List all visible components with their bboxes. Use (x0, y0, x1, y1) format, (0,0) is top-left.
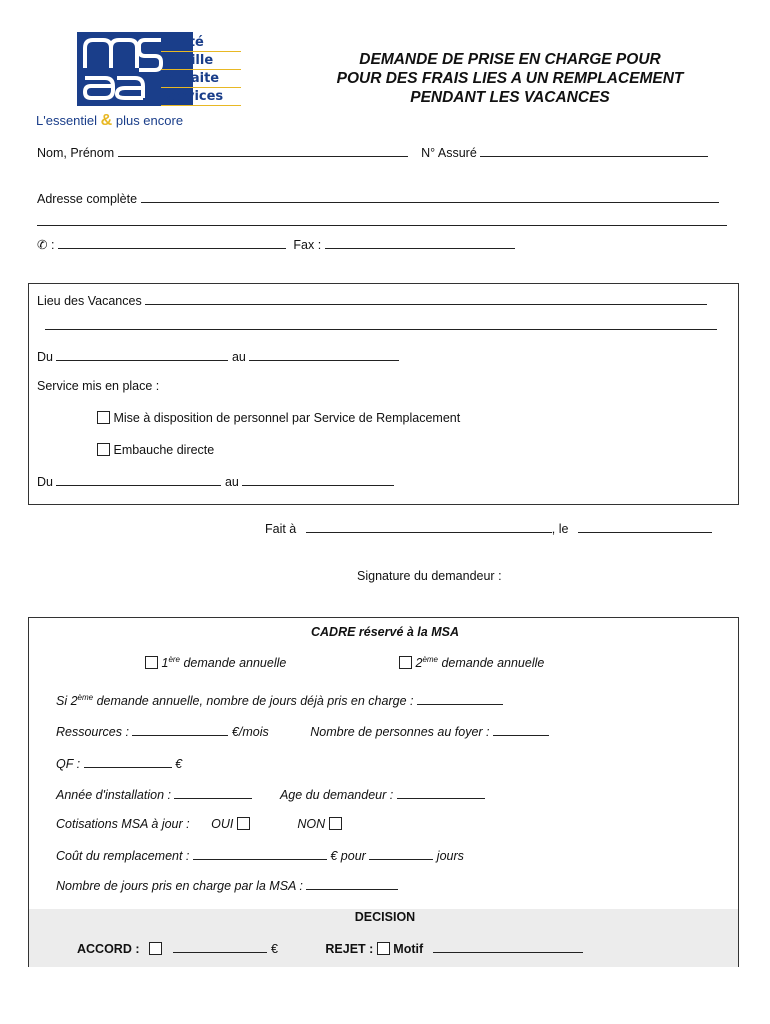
insured-label: N° Assuré (421, 146, 477, 160)
address-field-2[interactable] (37, 214, 727, 226)
to-label: au (231, 350, 246, 364)
done-at-field[interactable] (306, 521, 552, 533)
days-pre: Si 2 (56, 694, 78, 709)
cost-days-field[interactable] (369, 848, 433, 860)
first-request (145, 655, 286, 670)
second-text: demande annuelle (441, 656, 545, 671)
msa-logo (36, 32, 246, 132)
first-text: demande annuelle (183, 656, 287, 671)
cost-row (56, 848, 464, 863)
install-year-label: Année d'installation : (56, 788, 171, 802)
from-label: Du (37, 350, 53, 364)
place-field-1[interactable] (145, 293, 707, 305)
motif-field[interactable] (433, 941, 583, 953)
to-date-field[interactable] (249, 349, 399, 361)
cost-field[interactable] (193, 848, 327, 860)
option-staff (97, 411, 460, 425)
logo-word-famille: famille (161, 52, 241, 70)
no-label: NON (297, 817, 326, 831)
second-sup: ème (422, 655, 438, 664)
place-field-2[interactable] (45, 318, 717, 330)
days-already-field[interactable] (417, 693, 503, 705)
days-msa-label: Nombre de jours pris en charge par la MSA : (56, 879, 303, 893)
yes-checkbox[interactable] (237, 817, 250, 830)
from-date-field[interactable] (56, 349, 228, 361)
logo-tagline (36, 112, 183, 130)
direct-hire-checkbox[interactable] (97, 443, 110, 456)
to2-date-field[interactable] (242, 474, 394, 486)
second-num: 2 (415, 656, 423, 671)
vacation-box (28, 283, 739, 505)
accord-label: ACCORD : (77, 942, 140, 956)
name-label: Nom, Prénom (37, 146, 115, 160)
dates-row-2 (37, 474, 394, 489)
first-num: 1 (161, 656, 169, 671)
service-label: Service mis en place : (37, 379, 160, 393)
no-checkbox[interactable] (329, 817, 342, 830)
option-direct (97, 443, 214, 457)
tagline-amp: & (100, 112, 113, 129)
cost-label: Coût du remplacement : (56, 849, 190, 863)
age-field[interactable] (397, 787, 485, 799)
household-label: Nombre de personnes au foyer : (310, 725, 490, 739)
yes-label: OUI (211, 817, 234, 831)
phone-field[interactable] (58, 237, 286, 249)
fax-label: Fax : (293, 238, 322, 252)
address-row-2 (37, 214, 727, 229)
date-sep: , le (551, 522, 569, 536)
title-line-1: DEMANDE DE PRISE EN CHARGE POUR (359, 51, 661, 68)
resources-row (56, 724, 549, 739)
rejet-checkbox[interactable] (377, 942, 390, 955)
tagline-post: plus encore (115, 113, 184, 128)
install-year-field[interactable] (174, 787, 252, 799)
days-sup: ème (77, 693, 94, 702)
first-request-checkbox[interactable] (145, 656, 158, 669)
per-month: €/mois (231, 725, 269, 739)
signature-label: Signature du demandeur : (357, 569, 502, 583)
days-already-row (56, 693, 503, 708)
done-at-row (265, 521, 712, 536)
resources-field[interactable] (132, 724, 228, 736)
phone-label: ✆ : (37, 238, 55, 252)
age-label: Age du demandeur : (279, 788, 394, 802)
accord-euro: € (270, 942, 278, 956)
phone-row (37, 237, 515, 252)
install-row (56, 787, 485, 802)
dates-row (37, 349, 399, 364)
days-text: demande annuelle, nombre de jours déjà pris en charge : (96, 694, 414, 709)
place-row-2 (45, 318, 717, 333)
rejet-label: REJET : (325, 942, 374, 956)
days-msa-field[interactable] (306, 878, 398, 890)
address-field-1[interactable] (141, 191, 719, 203)
msa-header: CADRE réservé à la MSA (311, 625, 459, 639)
accord-amount-field[interactable] (173, 941, 267, 953)
place-label: Lieu des Vacances (37, 294, 142, 308)
date-field[interactable] (578, 521, 712, 533)
dues-row (56, 817, 342, 831)
motif-label: Motif (393, 942, 424, 956)
second-request-checkbox[interactable] (399, 656, 412, 669)
staff-option-label: Mise à disposition de personnel par Service de Remplacement (113, 411, 461, 425)
title-line-3: PENDANT LES VACANCES (410, 89, 610, 106)
qf-row (56, 756, 182, 771)
name-row (37, 145, 708, 160)
days-msa-row (56, 878, 398, 893)
euro-for: € pour (330, 849, 366, 863)
title-line-2: POUR DES FRAIS LIES A UN REMPLACEMENT (336, 70, 684, 87)
days-label: jours (436, 849, 464, 863)
address-label: Adresse complète (37, 192, 138, 206)
decision-row (77, 941, 583, 956)
fax-field[interactable] (325, 237, 515, 249)
done-at-label: Fait à (265, 522, 297, 536)
resources-label: Ressources : (56, 725, 129, 739)
first-sup: ère (168, 655, 180, 664)
to2-label: au (224, 475, 239, 489)
from2-date-field[interactable] (56, 474, 221, 486)
address-row (37, 191, 719, 206)
logo-word-services: services (161, 88, 241, 106)
place-row (37, 293, 707, 308)
logo-word-retraite: retraite (161, 70, 241, 88)
accord-checkbox[interactable] (149, 942, 162, 955)
insured-number-field[interactable] (480, 145, 708, 157)
second-request (399, 655, 544, 670)
direct-hire-label: Embauche directe (113, 443, 215, 457)
decision-header: DECISION (354, 910, 416, 924)
qf-euro: € (175, 757, 183, 771)
qf-label: QF : (56, 757, 81, 771)
name-field[interactable] (118, 145, 408, 157)
tagline-pre: L'essentiel (36, 113, 98, 128)
qf-field[interactable] (84, 756, 172, 768)
staff-checkbox[interactable] (97, 411, 110, 424)
dues-label: Cotisations MSA à jour : (56, 817, 190, 831)
logo-word-sante: santé (161, 34, 241, 52)
household-field[interactable] (493, 724, 549, 736)
from2-label: Du (37, 475, 53, 489)
